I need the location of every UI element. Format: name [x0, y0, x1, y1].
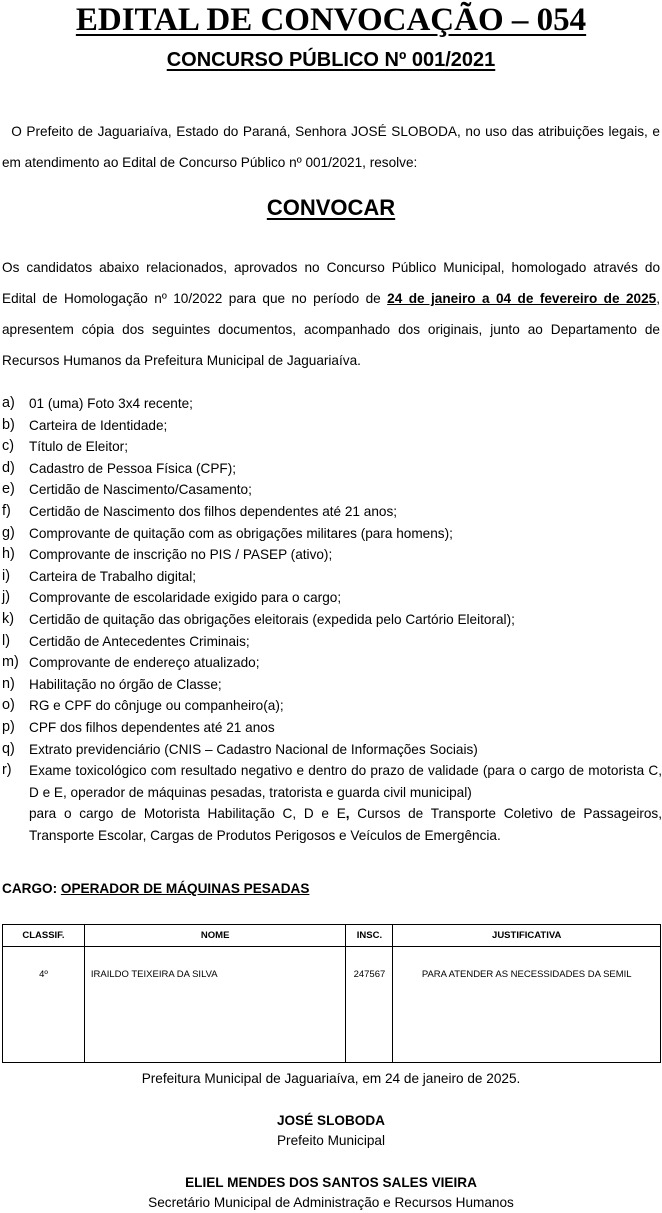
list-item: q) Extrato previdenciário (CNIS – Cadastro Nacional de Informações Sociais)	[2, 740, 478, 757]
list-item: m) Comprovante de endereço atualizado;	[2, 654, 260, 671]
list-item: o) RG e CPF do cônjuge ou companheiro(a);	[2, 697, 284, 714]
header-classif: CLASSIF.	[3, 925, 85, 947]
intro-paragraph: O Prefeito de Jaguariaíva, Estado do Paraná, Senhora JOSÉ SLOBODA, no uso das atribuições legais, e em atendimento ao Edital de Concurso Público nº 001/2021, resolve:	[2, 124, 660, 170]
list-item: e) Certidão de Nascimento/Casamento;	[2, 481, 252, 498]
header-justificativa: JUSTIFICATIVA	[393, 925, 661, 947]
list-item: a) 01 (uma) Foto 3x4 recente;	[2, 395, 193, 411]
list-item: f) Certidão de Nascimento dos filhos dependentes até 21 anos;	[2, 502, 398, 519]
page-subtitle: CONCURSO PÚBLICO Nº 001/2021	[166, 49, 496, 71]
period-highlight: 24 de janeiro a 04 de fevereiro de 2025	[387, 291, 657, 306]
signer-name-mayor: JOSÉ SLOBODA	[276, 1113, 385, 1128]
candidates-table	[2, 924, 661, 1063]
place-date: Prefeitura Municipal de Jaguariaíva, em 24 de janeiro de 2025.	[141, 1071, 521, 1086]
cell-insc: 247567	[346, 947, 393, 1063]
list-item: i) Carteira de Trabalho digital;	[2, 567, 196, 584]
cargo-value: OPERADOR DE MÁQUINAS PESADAS	[60, 881, 310, 896]
list-item: l) Certidão de Antecedentes Criminais;	[2, 632, 250, 649]
cell-justificativa: PARA ATENDER AS NECESSIDADES DA SEMIL	[393, 947, 661, 1063]
list-item: k) Certidão de quitação das obrigações eleitorais (expedida pelo Cartório Eleitoral);	[2, 610, 515, 627]
list-item: b) Carteira de Identidade;	[2, 416, 168, 433]
list-item-continuation: para o cargo de Motorista Habilitação C, D e E, Cursos de Transporte Coletivo de Passageiros, Transporte Escolar, Cargas de Produtos Perigosos e Veículos de Emergência.	[29, 806, 662, 843]
list-item: j) Comprovante de escolaridade exigido para o cargo;	[2, 589, 342, 606]
list-item: r) Exame toxicológico com resultado negativo e dentro do prazo de validade (para o cargo de motorista C, D e E, operador de máquinas pesadas, tratorista e guarda civil municipal) para o cargo de Motorista Habilitação C, D e E, Cursos de Transporte Coletivo de Passageiros, Transporte Escolar, Cargas de Produtos Perigosos e Veículos de Emergência.	[2, 760, 662, 846]
page-title: EDITAL DE CONVOCAÇÃO – 054	[75, 2, 587, 38]
list-item: h) Comprovante de inscrição no PIS / PASEP (ativo);	[2, 546, 333, 563]
signer-role-mayor: Prefeito Municipal	[276, 1133, 386, 1148]
header-nome: NOME	[84, 925, 346, 947]
list-item: p) CPF dos filhos dependentes até 21 anos	[2, 718, 275, 735]
list-item: g) Comprovante de quitação com as obrigações militares (para homens);	[2, 524, 453, 541]
signer-role-secretary: Secretário Municipal de Administração e Recursos Humanos	[148, 1195, 514, 1210]
cell-classif: 4º	[3, 947, 85, 1063]
header-insc: INSC.	[346, 925, 393, 947]
table-header-row	[3, 925, 661, 947]
list-item: d) Cadastro de Pessoa Física (CPF);	[2, 459, 236, 476]
signer-name-secretary: ELIEL MENDES DOS SANTOS SALES VIEIRA	[185, 1175, 477, 1190]
cell-nome: IRAILDO TEIXEIRA DA SILVA	[84, 947, 346, 1063]
table-row	[3, 947, 661, 1063]
body-paragraph: Os candidatos abaixo relacionados, aprovados no Concurso Público Municipal, homologado através do Edital de Homologação nº 10/2022 para que no período de 24 de janeiro a 04 de fevereiro de 2025, apresentem cópia dos seguintes documentos, acompanhado dos originais, junto ao Departamento de Recursos Humanos da Prefeitura Municipal de Jaguariaíva.	[2, 260, 660, 368]
list-item: n) Habilitação no órgão de Classe;	[2, 675, 222, 692]
section-heading-convocar: CONVOCAR	[266, 195, 396, 220]
document-list	[2, 393, 662, 846]
list-item: c) Título de Eleitor;	[2, 438, 128, 455]
cargo-heading: CARGO: OPERADOR DE MÁQUINAS PESADAS	[2, 881, 310, 896]
